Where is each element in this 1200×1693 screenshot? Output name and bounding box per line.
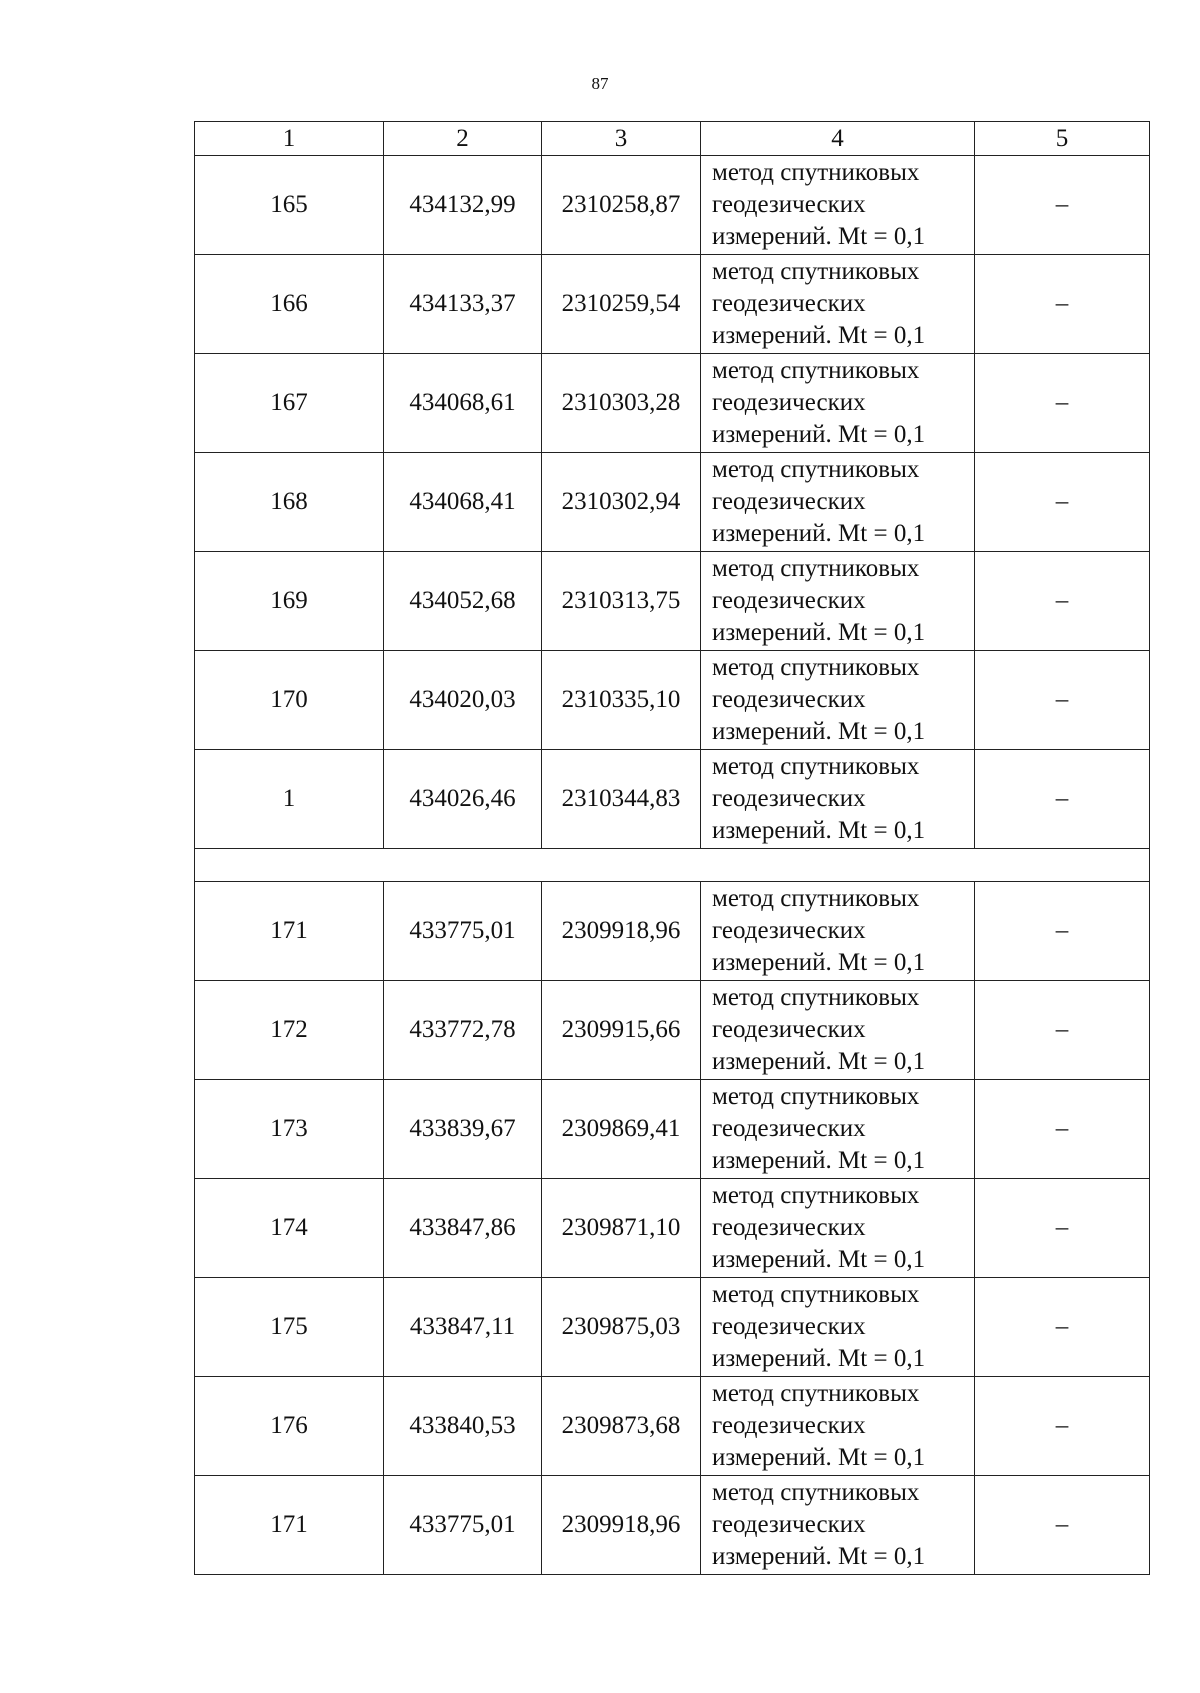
method-description: метод спутниковых геодезических измерений. Mt = 0,1 <box>701 255 975 354</box>
note-cell: – <box>975 1080 1150 1179</box>
column-header-method: 4 <box>701 122 975 156</box>
method-description: метод спутниковых геодезических измерений. Mt = 0,1 <box>701 552 975 651</box>
point-number: 176 <box>195 1377 384 1476</box>
coord-x: 433847,86 <box>384 1179 542 1278</box>
table-row <box>195 1476 1150 1575</box>
note-cell: – <box>975 651 1150 750</box>
method-description: метод спутниковых геодезических измерений. Mt = 0,1 <box>701 156 975 255</box>
table-row <box>195 882 1150 981</box>
header-row <box>195 122 1150 156</box>
point-number: 167 <box>195 354 384 453</box>
coord-y: 2309871,10 <box>542 1179 701 1278</box>
coord-x: 434068,41 <box>384 453 542 552</box>
point-number: 173 <box>195 1080 384 1179</box>
table-row <box>195 453 1150 552</box>
coord-x: 434052,68 <box>384 552 542 651</box>
note-cell: – <box>975 750 1150 849</box>
coord-y: 2310344,83 <box>542 750 701 849</box>
contour-separator <box>195 849 1150 882</box>
coord-x: 434133,37 <box>384 255 542 354</box>
coord-y: 2310303,28 <box>542 354 701 453</box>
column-header-note: 5 <box>975 122 1150 156</box>
coord-y: 2309918,96 <box>542 1476 701 1575</box>
point-number: 168 <box>195 453 384 552</box>
point-number: 171 <box>195 1476 384 1575</box>
coord-x: 434068,61 <box>384 354 542 453</box>
table-row <box>195 1377 1150 1476</box>
coord-x: 433847,11 <box>384 1278 542 1377</box>
coord-x: 433772,78 <box>384 981 542 1080</box>
coord-y: 2310302,94 <box>542 453 701 552</box>
method-description: метод спутниковых геодезических измерений. Mt = 0,1 <box>701 1377 975 1476</box>
table-row <box>195 156 1150 255</box>
note-cell: – <box>975 552 1150 651</box>
point-number: 166 <box>195 255 384 354</box>
coord-x: 433839,67 <box>384 1080 542 1179</box>
point-number: 174 <box>195 1179 384 1278</box>
note-cell: – <box>975 1476 1150 1575</box>
method-description: метод спутниковых геодезических измерений. Mt = 0,1 <box>701 453 975 552</box>
method-description: метод спутниковых геодезических измерений. Mt = 0,1 <box>701 882 975 981</box>
column-header-x: 2 <box>384 122 542 156</box>
coord-x: 434132,99 <box>384 156 542 255</box>
point-number: 175 <box>195 1278 384 1377</box>
coordinates-table <box>194 121 1150 1575</box>
point-number: 172 <box>195 981 384 1080</box>
point-number: 165 <box>195 156 384 255</box>
method-description: метод спутниковых геодезических измерений. Mt = 0,1 <box>701 1080 975 1179</box>
method-description: метод спутниковых геодезических измерений. Mt = 0,1 <box>701 750 975 849</box>
coord-x: 433775,01 <box>384 1476 542 1575</box>
note-cell: – <box>975 1179 1150 1278</box>
note-cell: – <box>975 156 1150 255</box>
column-header-point: 1 <box>195 122 384 156</box>
coord-y: 2310335,10 <box>542 651 701 750</box>
table-row <box>195 651 1150 750</box>
coord-y: 2310259,54 <box>542 255 701 354</box>
method-description: метод спутниковых геодезических измерений. Mt = 0,1 <box>701 354 975 453</box>
coord-y: 2309915,66 <box>542 981 701 1080</box>
coord-x: 434026,46 <box>384 750 542 849</box>
coord-x: 433775,01 <box>384 882 542 981</box>
point-number: 170 <box>195 651 384 750</box>
table-row <box>195 354 1150 453</box>
note-cell: – <box>975 882 1150 981</box>
method-description: метод спутниковых геодезических измерений. Mt = 0,1 <box>701 981 975 1080</box>
table-row <box>195 1179 1150 1278</box>
note-cell: – <box>975 354 1150 453</box>
coord-y: 2310313,75 <box>542 552 701 651</box>
table-row <box>195 552 1150 651</box>
coord-y: 2309873,68 <box>542 1377 701 1476</box>
coord-x: 434020,03 <box>384 651 542 750</box>
contour-separator-row <box>195 849 1150 882</box>
coord-x: 433840,53 <box>384 1377 542 1476</box>
note-cell: – <box>975 981 1150 1080</box>
method-description: метод спутниковых геодезических измерений. Mt = 0,1 <box>701 1179 975 1278</box>
method-description: метод спутниковых геодезических измерений. Mt = 0,1 <box>701 1476 975 1575</box>
table-row <box>195 1080 1150 1179</box>
table-row <box>195 1278 1150 1377</box>
method-description: метод спутниковых геодезических измерений. Mt = 0,1 <box>701 1278 975 1377</box>
coord-y: 2309918,96 <box>542 882 701 981</box>
coord-y: 2310258,87 <box>542 156 701 255</box>
page-number: 87 <box>591 74 609 93</box>
coord-y: 2309875,03 <box>542 1278 701 1377</box>
point-number: 1 <box>195 750 384 849</box>
coord-y: 2309869,41 <box>542 1080 701 1179</box>
column-header-y: 3 <box>542 122 701 156</box>
note-cell: – <box>975 1278 1150 1377</box>
note-cell: – <box>975 255 1150 354</box>
table-row <box>195 750 1150 849</box>
method-description: метод спутниковых геодезических измерений. Mt = 0,1 <box>701 651 975 750</box>
note-cell: – <box>975 1377 1150 1476</box>
table-row <box>195 981 1150 1080</box>
point-number: 171 <box>195 882 384 981</box>
note-cell: – <box>975 453 1150 552</box>
point-number: 169 <box>195 552 384 651</box>
table-row <box>195 255 1150 354</box>
